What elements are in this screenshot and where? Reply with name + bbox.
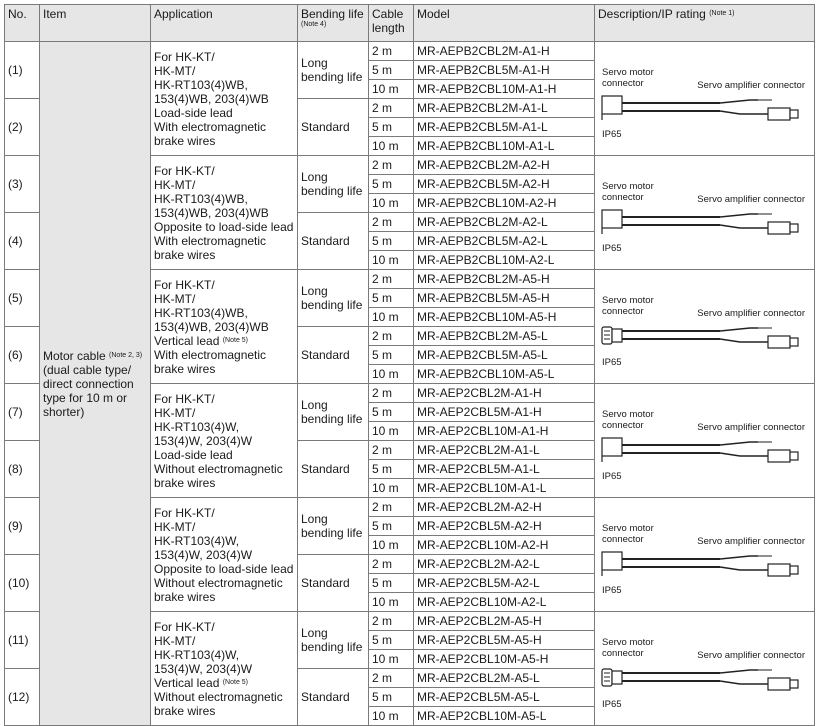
cable-length: 10 m xyxy=(369,422,414,441)
model-number: MR-AEPB2CBL2M-A5-L xyxy=(414,327,595,346)
cable-length: 2 m xyxy=(369,270,414,289)
amplifier-connector-label: Servo amplifier connector xyxy=(697,80,805,91)
bending-long: Long bending life xyxy=(298,42,369,99)
item-title: Motor cable xyxy=(43,348,106,363)
cable-length: 5 m xyxy=(369,118,414,137)
cable-length: 10 m xyxy=(369,194,414,213)
motor-connector-label: Servo motor connector xyxy=(602,295,654,317)
model-number: MR-AEP2CBL2M-A2-L xyxy=(414,555,595,574)
cable-length: 2 m xyxy=(369,612,414,631)
application-line: 153(4)W, 203(4)W xyxy=(154,433,253,448)
model-number: MR-AEPB2CBL10M-A5-L xyxy=(414,365,595,384)
row-number: (12) xyxy=(5,669,40,726)
model-number: MR-AEP2CBL2M-A1-H xyxy=(414,384,595,403)
model-number: MR-AEPB2CBL2M-A2-L xyxy=(414,213,595,232)
model-number: MR-AEP2CBL10M-A1-H xyxy=(414,422,595,441)
application-line: For HK-KT/ xyxy=(154,391,215,406)
motor-connector-label: Servo motor connector xyxy=(602,67,654,89)
bending-long: Long bending life xyxy=(298,270,369,327)
cable-length: 5 m xyxy=(369,460,414,479)
header-description-note: (Note 1) xyxy=(709,10,735,17)
application-line: brake wires xyxy=(154,703,216,718)
row-number: (4) xyxy=(5,213,40,270)
row-number: (9) xyxy=(5,498,40,555)
application-line: Load-side lead xyxy=(154,447,233,462)
cable-length: 2 m xyxy=(369,441,414,460)
header-description-label: Description/IP rating xyxy=(598,7,706,21)
model-number: MR-AEPB2CBL10M-A2-H xyxy=(414,194,595,213)
cable-icon xyxy=(600,664,814,692)
ip-rating: IP65 xyxy=(602,129,622,140)
cable-length: 5 m xyxy=(369,346,414,365)
application-line: brake wires xyxy=(154,361,216,376)
amplifier-connector-label: Servo amplifier connector xyxy=(697,650,805,661)
application-cell xyxy=(151,384,298,498)
application-note: (Note 5) xyxy=(222,336,249,344)
bending-long: Long bending life xyxy=(298,156,369,213)
row-number: (3) xyxy=(5,156,40,213)
bending-long: Long bending life xyxy=(298,384,369,441)
table-body xyxy=(5,42,815,726)
cable-diagram xyxy=(598,612,811,725)
cable-length: 5 m xyxy=(369,289,414,308)
description-diagram xyxy=(595,270,815,384)
cable-icon xyxy=(600,322,814,350)
application-line: brake wires xyxy=(154,475,216,490)
application-line: Vertical lead xyxy=(154,675,220,690)
application-line: Without electromagnetic xyxy=(154,461,283,476)
bending-standard: Standard xyxy=(298,213,369,270)
application-line: Without electromagnetic xyxy=(154,575,283,590)
motor-connector-label: Servo motor connector xyxy=(602,523,654,545)
bending-standard: Standard xyxy=(298,99,369,156)
model-number: MR-AEP2CBL2M-A2-H xyxy=(414,498,595,517)
cable-length: 2 m xyxy=(369,555,414,574)
application-line: HK-RT103(4)WB, 153(4)WB, 203(4)WB xyxy=(154,191,269,220)
cable-length: 10 m xyxy=(369,650,414,669)
cable-length: 5 m xyxy=(369,631,414,650)
application-line: HK-MT/ xyxy=(154,177,196,192)
application-line: For HK-KT/ xyxy=(154,277,215,292)
cable-length: 10 m xyxy=(369,137,414,156)
description-diagram xyxy=(595,156,815,270)
ip-rating: IP65 xyxy=(602,243,622,254)
ip-rating: IP65 xyxy=(602,471,622,482)
description-diagram xyxy=(595,612,815,726)
application-cell xyxy=(151,42,298,156)
application-line: 153(4)WB, 203(4)WB xyxy=(154,319,269,334)
application-line: HK-MT/ xyxy=(154,519,196,534)
application-line: HK-MT/ xyxy=(154,633,196,648)
header-model: Model xyxy=(414,5,595,42)
model-number: MR-AEPB2CBL10M-A2-L xyxy=(414,251,595,270)
model-number: MR-AEPB2CBL2M-A2-H xyxy=(414,156,595,175)
cable-length: 5 m xyxy=(369,688,414,707)
application-line: Opposite to load-side lead xyxy=(154,561,294,576)
model-number: MR-AEP2CBL5M-A2-H xyxy=(414,517,595,536)
bending-standard: Standard xyxy=(298,441,369,498)
description-diagram xyxy=(595,498,815,612)
row-number: (11) xyxy=(5,612,40,669)
model-number: MR-AEPB2CBL5M-A1-H xyxy=(414,61,595,80)
amplifier-connector-label: Servo amplifier connector xyxy=(697,536,805,547)
model-number: MR-AEPB2CBL2M-A1-H xyxy=(414,42,595,61)
cable-diagram xyxy=(598,42,811,155)
bending-standard: Standard xyxy=(298,669,369,726)
model-number: MR-AEP2CBL2M-A5-L xyxy=(414,669,595,688)
application-line: 153(4)W, 203(4)W xyxy=(154,661,253,676)
cable-icon xyxy=(600,208,814,236)
application-line: Without electromagnetic xyxy=(154,689,283,704)
application-line: Vertical lead xyxy=(154,333,220,348)
model-number: MR-AEP2CBL10M-A5-H xyxy=(414,650,595,669)
cable-diagram xyxy=(598,384,811,497)
application-cell xyxy=(151,270,298,384)
application-line: brake wires xyxy=(154,589,216,604)
cable-length: 10 m xyxy=(369,707,414,726)
model-number: MR-AEPB2CBL5M-A5-L xyxy=(414,346,595,365)
ip-rating: IP65 xyxy=(602,585,622,596)
cable-icon xyxy=(600,550,814,578)
cable-length: 2 m xyxy=(369,42,414,61)
model-number: MR-AEPB2CBL2M-A5-H xyxy=(414,270,595,289)
cable-length: 2 m xyxy=(369,669,414,688)
cable-icon xyxy=(600,436,814,464)
cable-length: 2 m xyxy=(369,99,414,118)
cable-spec-table xyxy=(4,4,815,726)
application-line: HK-RT103(4)W, xyxy=(154,533,240,548)
model-number: MR-AEP2CBL10M-A5-L xyxy=(414,707,595,726)
cable-diagram xyxy=(598,498,811,611)
item-description: (dual cable type/ direct connection type for 10 m or shorter) xyxy=(43,362,134,419)
row-number: (2) xyxy=(5,99,40,156)
application-line: With electromagnetic xyxy=(154,233,267,248)
application-note: (Note 5) xyxy=(222,678,249,686)
cable-length: 10 m xyxy=(369,479,414,498)
application-line: HK-RT103(4)W, xyxy=(154,419,240,434)
model-number: MR-AEP2CBL10M-A2-L xyxy=(414,593,595,612)
description-diagram xyxy=(595,384,815,498)
row-number: (7) xyxy=(5,384,40,441)
application-cell xyxy=(151,498,298,612)
header-cable-length: Cable length xyxy=(369,5,414,42)
cable-length: 5 m xyxy=(369,175,414,194)
cable-length: 2 m xyxy=(369,384,414,403)
cable-length: 2 m xyxy=(369,498,414,517)
amplifier-connector-label: Servo amplifier connector xyxy=(697,308,805,319)
application-line: For HK-KT/ xyxy=(154,163,215,178)
application-line: HK-MT/ xyxy=(154,63,196,78)
item-note: (Note 2, 3) xyxy=(109,351,143,359)
application-line: For HK-KT/ xyxy=(154,49,215,64)
cable-length: 2 m xyxy=(369,327,414,346)
cable-length: 10 m xyxy=(369,536,414,555)
application-cell xyxy=(151,612,298,726)
model-number: MR-AEP2CBL5M-A1-H xyxy=(414,403,595,422)
application-line: HK-RT103(4)WB, xyxy=(154,305,248,320)
bending-long: Long bending life xyxy=(298,498,369,555)
cable-length: 10 m xyxy=(369,308,414,327)
row-number: (1) xyxy=(5,42,40,99)
application-line: Load-side lead xyxy=(154,105,233,120)
application-line: 153(4)WB, 203(4)WB xyxy=(154,91,269,106)
header-application: Application xyxy=(151,5,298,42)
table-row xyxy=(5,42,815,61)
model-number: MR-AEP2CBL5M-A2-L xyxy=(414,574,595,593)
cable-length: 2 m xyxy=(369,213,414,232)
application-line: HK-MT/ xyxy=(154,405,196,420)
model-number: MR-AEP2CBL5M-A5-H xyxy=(414,631,595,650)
amplifier-connector-label: Servo amplifier connector xyxy=(697,422,805,433)
motor-connector-label: Servo motor connector xyxy=(602,181,654,203)
cable-length: 5 m xyxy=(369,232,414,251)
model-number: MR-AEPB2CBL5M-A5-H xyxy=(414,289,595,308)
ip-rating: IP65 xyxy=(602,699,622,710)
model-number: MR-AEPB2CBL5M-A2-L xyxy=(414,232,595,251)
model-number: MR-AEP2CBL10M-A1-L xyxy=(414,479,595,498)
cable-diagram xyxy=(598,270,811,383)
model-number: MR-AEP2CBL5M-A5-L xyxy=(414,688,595,707)
header-bending-life-label: Bending life xyxy=(301,7,364,21)
application-line: brake wires xyxy=(154,133,216,148)
application-line: Opposite to load-side lead xyxy=(154,219,294,234)
cable-length: 10 m xyxy=(369,365,414,384)
application-line: HK-RT103(4)WB, xyxy=(154,77,248,92)
description-diagram xyxy=(595,42,815,156)
motor-connector-label: Servo motor connector xyxy=(602,409,654,431)
model-number: MR-AEP2CBL2M-A1-L xyxy=(414,441,595,460)
model-number: MR-AEPB2CBL10M-A1-H xyxy=(414,80,595,99)
model-number: MR-AEP2CBL5M-A1-L xyxy=(414,460,595,479)
application-line: For HK-KT/ xyxy=(154,505,215,520)
header-description xyxy=(595,5,815,42)
model-number: MR-AEPB2CBL10M-A5-H xyxy=(414,308,595,327)
model-number: MR-AEP2CBL10M-A2-H xyxy=(414,536,595,555)
application-line: With electromagnetic xyxy=(154,119,267,134)
cable-length: 10 m xyxy=(369,80,414,99)
item-motor-cable xyxy=(40,42,151,726)
cable-length: 5 m xyxy=(369,61,414,80)
ip-rating: IP65 xyxy=(602,357,622,368)
application-line: HK-MT/ xyxy=(154,291,196,306)
cable-length: 5 m xyxy=(369,574,414,593)
application-line: brake wires xyxy=(154,247,216,262)
bending-long: Long bending life xyxy=(298,612,369,669)
motor-connector-label: Servo motor connector xyxy=(602,637,654,659)
cable-length: 2 m xyxy=(369,156,414,175)
application-cell xyxy=(151,156,298,270)
model-number: MR-AEPB2CBL5M-A2-H xyxy=(414,175,595,194)
header-no: No. xyxy=(5,5,40,42)
cable-length: 5 m xyxy=(369,403,414,422)
cable-diagram xyxy=(598,156,811,269)
model-number: MR-AEPB2CBL2M-A1-L xyxy=(414,99,595,118)
application-line: For HK-KT/ xyxy=(154,619,215,634)
model-number: MR-AEPB2CBL5M-A1-L xyxy=(414,118,595,137)
model-number: MR-AEPB2CBL10M-A1-L xyxy=(414,137,595,156)
amplifier-connector-label: Servo amplifier connector xyxy=(697,194,805,205)
row-number: (6) xyxy=(5,327,40,384)
cable-icon xyxy=(600,94,814,122)
application-line: With electromagnetic xyxy=(154,347,267,362)
header-bending-life xyxy=(298,5,369,42)
model-number: MR-AEP2CBL2M-A5-H xyxy=(414,612,595,631)
row-number: (8) xyxy=(5,441,40,498)
application-line: 153(4)W, 203(4)W xyxy=(154,547,253,562)
bending-standard: Standard xyxy=(298,327,369,384)
bending-standard: Standard xyxy=(298,555,369,612)
row-number: (10) xyxy=(5,555,40,612)
cable-length: 10 m xyxy=(369,593,414,612)
cable-length: 5 m xyxy=(369,517,414,536)
row-number: (5) xyxy=(5,270,40,327)
header-bending-life-note: (Note 4) xyxy=(301,21,327,28)
application-line: HK-RT103(4)W, xyxy=(154,647,240,662)
header-item: Item xyxy=(40,5,151,42)
cable-length: 10 m xyxy=(369,251,414,270)
